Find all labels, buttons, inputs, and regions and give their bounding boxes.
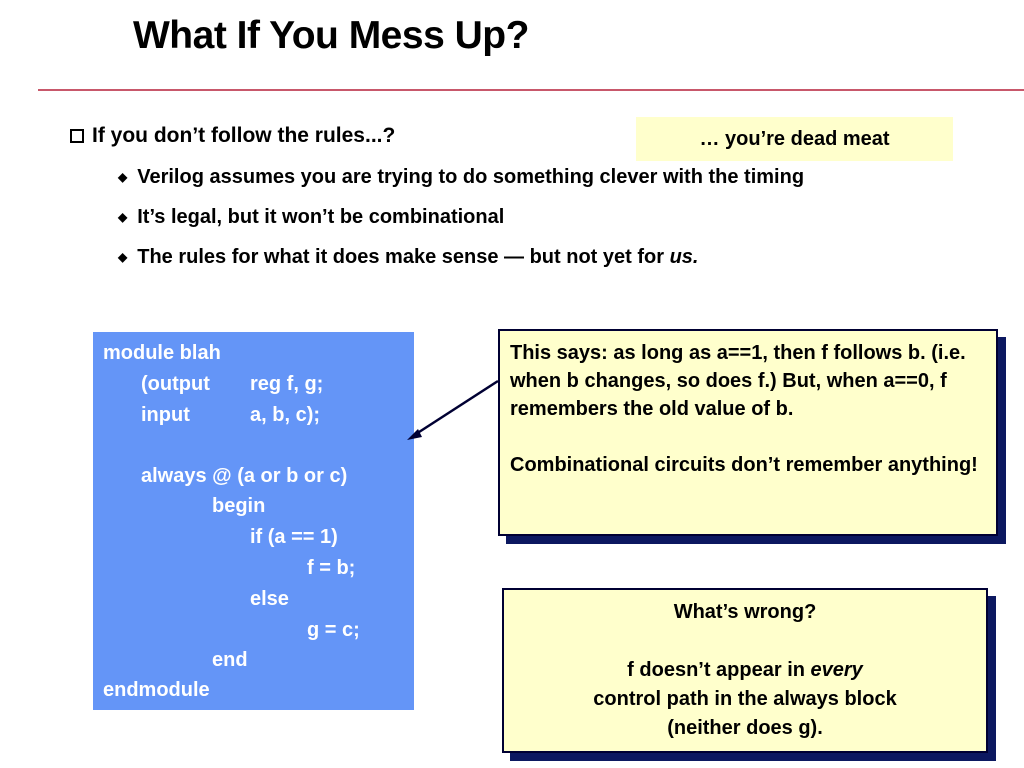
main-bullet-text: If you don’t follow the rules...? <box>92 124 396 147</box>
explanation-callout <box>498 329 998 536</box>
callout-line <box>504 656 986 685</box>
callout-emphasis: every <box>810 659 863 681</box>
callout-line: control path in the always block <box>593 688 897 710</box>
diamond-bullet-icon: ◆ <box>118 210 128 224</box>
slide-title: What If You Mess Up? <box>133 14 529 57</box>
callout-paragraph: Combinational circuits don’t remember anything! <box>510 454 978 476</box>
whats-wrong-callout <box>502 588 988 753</box>
sub-bullet-text: It’s legal, but it won’t be combinational <box>137 206 505 228</box>
code-line: a, b, c); <box>250 404 321 426</box>
code-line: (output <box>141 373 210 395</box>
dead-meat-box: … you’re dead meat <box>636 117 953 161</box>
callout-paragraph: This says: as long as a==1, then f follows b. (i.e. when b changes, so does f.) But, when a==0, f remembers the old value of b. <box>510 342 966 420</box>
callout-line: (neither does g). <box>667 717 823 739</box>
callout-text: f doesn’t appear in <box>627 659 811 681</box>
code-line: begin <box>212 495 266 517</box>
code-line: reg f, g; <box>250 373 324 395</box>
code-line: else <box>250 588 289 610</box>
diamond-bullet-icon: ◆ <box>118 250 128 264</box>
callout-heading: What’s wrong? <box>673 601 817 623</box>
code-line: g = c; <box>307 619 360 641</box>
diamond-bullet-icon: ◆ <box>118 170 128 184</box>
code-line: f = b; <box>307 557 356 579</box>
sub-bullet-text: Verilog assumes you are trying to do something clever with the timing <box>137 166 805 188</box>
code-line: if (a == 1) <box>250 526 338 548</box>
code-line: input <box>141 404 190 426</box>
code-line: module blah <box>103 342 221 364</box>
code-line: endmodule <box>103 679 210 701</box>
code-line: always @ (a or b or c) <box>141 465 348 487</box>
sub-bullet-text: The rules for what it does make sense — but not yet for <box>137 246 670 268</box>
sub-bullet-emphasis: us. <box>669 246 699 268</box>
code-line: end <box>212 649 248 671</box>
